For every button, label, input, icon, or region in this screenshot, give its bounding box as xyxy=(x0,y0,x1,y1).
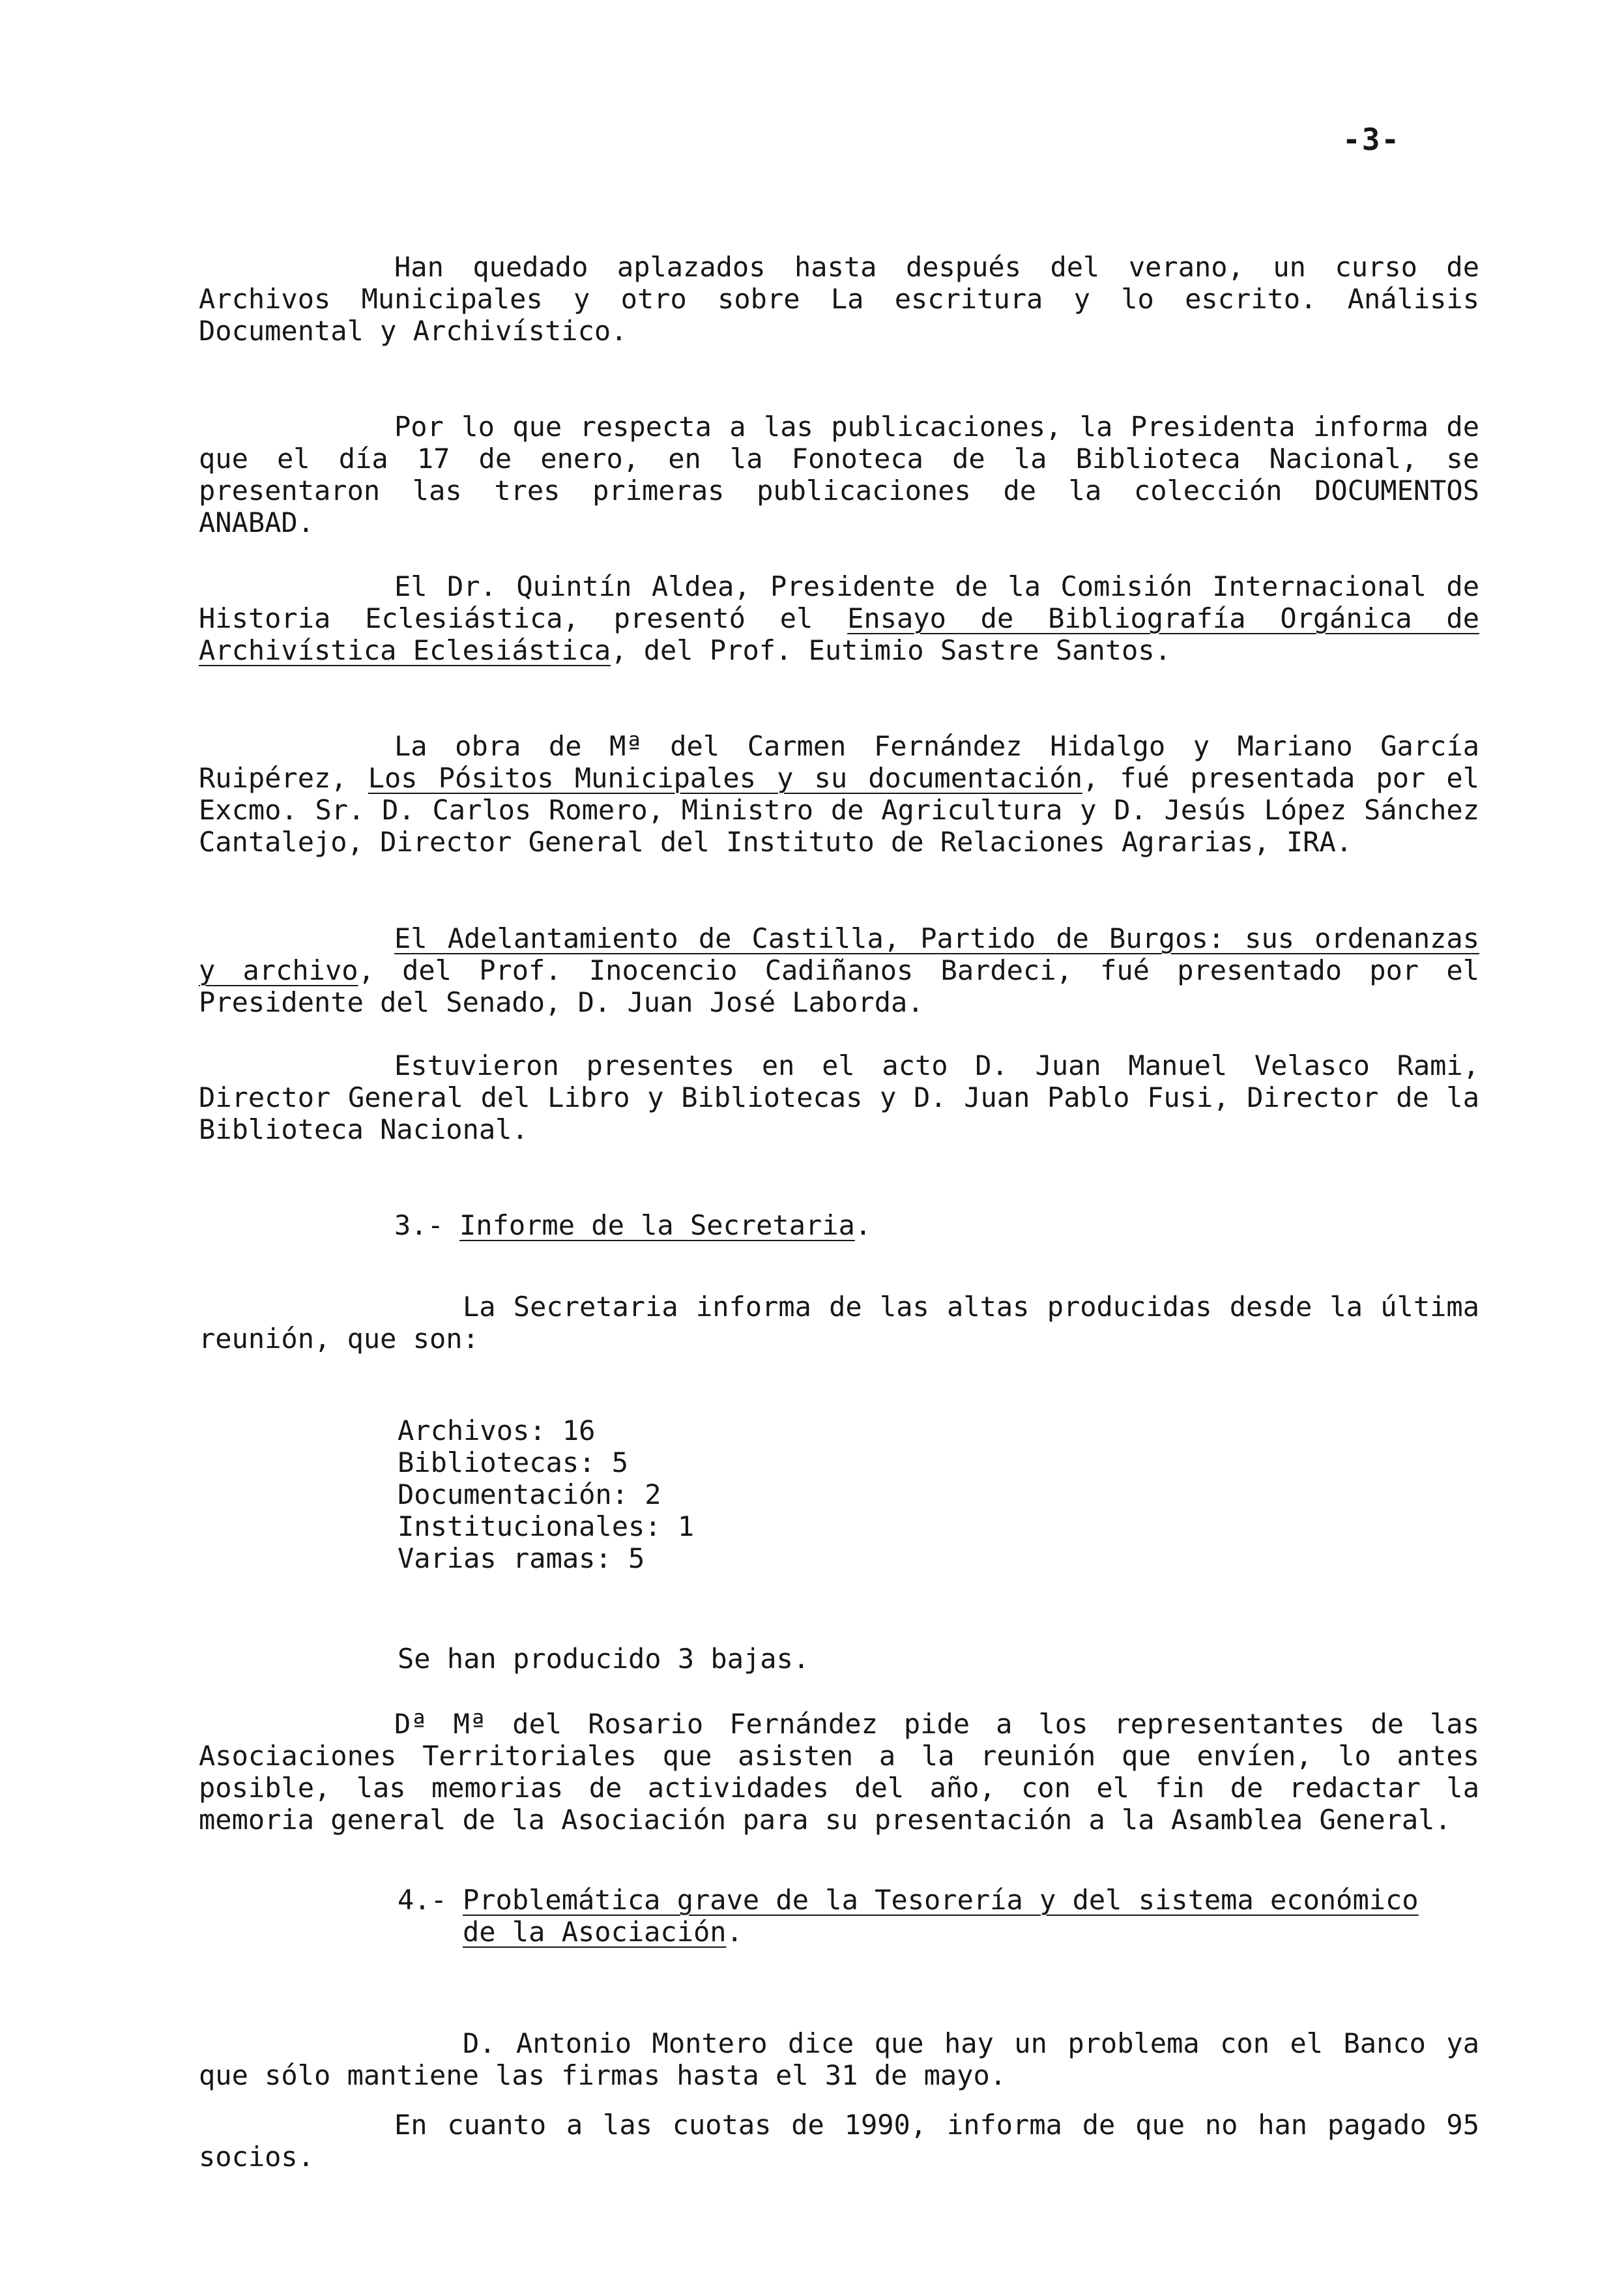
list-item: Documentación: 2 xyxy=(398,1478,661,1510)
paragraph-postponed-courses xyxy=(199,251,1479,347)
section-number: 4.- xyxy=(398,1884,447,1916)
paragraph-altas-intro xyxy=(199,1291,1479,1355)
list-item: Bibliotecas: 5 xyxy=(398,1446,629,1478)
section-title-line2: de la Asociación xyxy=(463,1916,727,1948)
section-heading-secretaria xyxy=(394,1209,871,1241)
section-title: Informe de la Secretaria xyxy=(459,1209,855,1241)
section-number: 3.- xyxy=(394,1209,444,1241)
paragraph-attendees xyxy=(199,1050,1479,1145)
paragraph-bibliografia xyxy=(199,570,1479,666)
paragraph-publications xyxy=(199,411,1479,538)
section-punct: . xyxy=(854,1209,872,1241)
list-item: Institucionales: 1 xyxy=(398,1510,695,1542)
paragraph-text: D. Antonio Montero dice que hay un problema con el Banco ya que sólo mantiene las firmas hasta el 31 de mayo. xyxy=(199,2027,1479,2091)
page-number: -3- xyxy=(1342,122,1401,157)
section-punct: . xyxy=(726,1916,743,1948)
book-title-positos: Los Pósitos Municipales y su documentación xyxy=(368,762,1082,794)
paragraph-positos xyxy=(199,730,1479,858)
paragraph-text: En cuanto a las cuotas de 1990, informa de que no han pagado 95 socios. xyxy=(199,2109,1479,2173)
altas-list xyxy=(398,1415,694,1574)
paragraph-text: La Secretaria informa de las altas producidas desde la última reunión, que son: xyxy=(199,1291,1479,1355)
paragraph-text: El Dr. Quintín Aldea, Presidente de la Comisión Internacional de Historia Eclesiástica, presentó el xyxy=(199,570,1479,634)
paragraph-memorias xyxy=(199,1708,1479,1836)
paragraph-text: Estuvieron presentes en el acto D. Juan Manuel Velasco Rami, Director General del Libro y Bibliotecas y D. Juan Pablo Fusi, Director de la Biblioteca Nacional. xyxy=(199,1050,1479,1145)
paragraph-cuotas xyxy=(199,2109,1479,2173)
book-title-adelantamiento: El Adelantamiento de Castilla, Partido de Burgos: sus ordenanzas y archivo xyxy=(199,922,1479,986)
list-item: Varias ramas: 5 xyxy=(398,1542,645,1574)
list-item: Archivos: 16 xyxy=(398,1415,596,1446)
section-title-line1: Problemática grave de la Tesorería y del sistema económico xyxy=(463,1884,1419,1916)
paragraph-text: , del Prof. Eutimio Sastre Santos. xyxy=(611,634,1171,666)
paragraph-adelantamiento xyxy=(199,922,1479,1018)
paragraph-text: Dª Mª del Rosario Fernández pide a los representantes de las Asociaciones Territoriales que asisten a la reunión que envíen, lo antes posible, las memorias de actividades del año, con el fin de redactar la memoria general de la Asociación para su presentación a la Asamblea General. xyxy=(199,1708,1479,1836)
paragraph-banco xyxy=(199,2027,1479,2091)
bajas-line: Se han producido 3 bajas. xyxy=(398,1643,810,1675)
section-heading-tesoreria xyxy=(398,1884,1479,1948)
paragraph-text: Por lo que respecta a las publicaciones, la Presidenta informa de que el día 17 de enero, en la Fonoteca de la Biblioteca Nacional, se presentaron las tres primeras publicaciones de la colección DOCUMENTOS ANABAD. xyxy=(199,411,1479,538)
paragraph-text: Han quedado aplazados hasta después del verano, un curso de Archivos Municipales y otro sobre La escritura y lo escrito. Análisis Documental y Archivístico. xyxy=(199,251,1479,347)
paragraph-text: , fué presentada por el Excmo. Sr. D. Carlos Romero, Ministro de Agricultura y D. Jesús López Sánchez Cantalejo, Director General del Instituto de Relaciones Agrarias, IRA. xyxy=(199,762,1479,858)
book-title-ensayo: Ensayo de Bibliografía Orgánica de Archivística Eclesiástica xyxy=(199,602,1479,666)
paragraph-text: La obra de Mª del Carmen Fernández Hidalgo y Mariano García Ruipérez, xyxy=(199,730,1479,794)
paragraph-text: , del Prof. Inocencio Cadiñanos Bardeci, fué presentado por el Presidente del Senado, D. Juan José Laborda. xyxy=(199,954,1479,1018)
